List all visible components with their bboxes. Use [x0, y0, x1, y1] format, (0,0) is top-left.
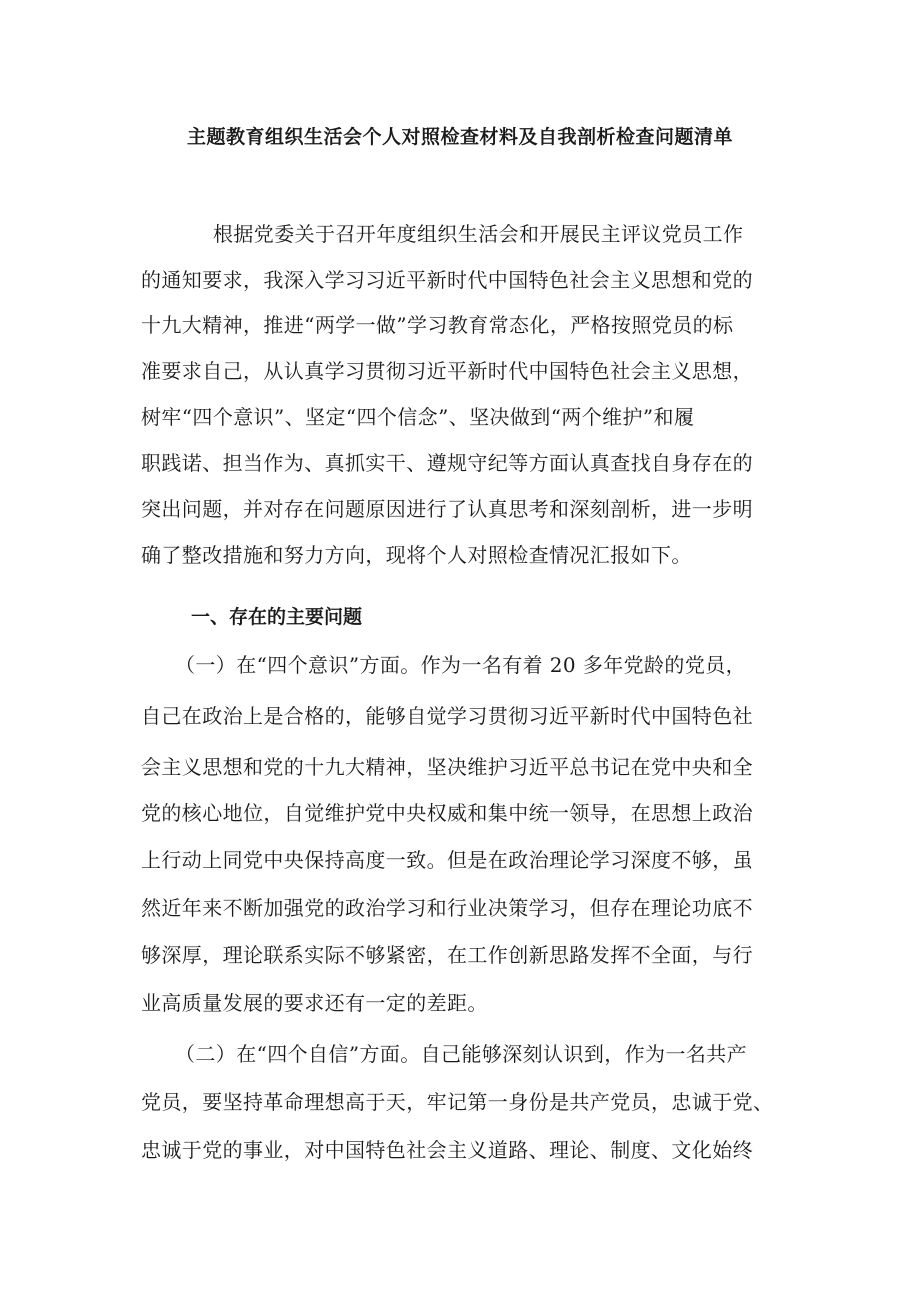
- intro-line: 职践诺、担当作为、真抓实干、遵规守纪等方面认真查找自身存在的: [141, 451, 753, 475]
- item1-line: 业高质量发展的要求还有一定的差距。: [141, 991, 488, 1015]
- item2-line: 忠诚于党的事业，对中国特色社会主义道路、理论、制度、文化始终: [141, 1138, 753, 1162]
- intro-line: 突出问题，并对存在问题原因进行了认真思考和深刻剖析，进一步明: [141, 497, 753, 521]
- item1-line: 党的核心地位，自觉维护党中央权威和集中统一领导，在思想上政治: [141, 801, 753, 825]
- item2-line: （二）在“四个自信”方面。自己能够深刻认识到，作为一名共产: [175, 1042, 748, 1066]
- intro-line: 根据党委关于召开年度组织生活会和开展民主评议党员工作: [213, 222, 744, 246]
- document-title: 主题教育组织生活会个人对照检查材料及自我剖析检查问题清单: [186, 126, 733, 148]
- intro-line: 树牢“四个意识”、坚定“四个信念”、坚决做到“两个维护”和履: [141, 405, 695, 429]
- item1-line: 上行动上同党中央保持高度一致。但是在政治理论学习深度不够，虽: [141, 848, 753, 872]
- section-heading: 一、存在的主要问题: [191, 606, 363, 628]
- intro-line: 确了整改措施和努力方向，现将个人对照检查情况汇报如下。: [141, 543, 692, 567]
- item1-line: 够深厚，理论联系实际不够紧密，在工作创新思路发挥不全面，与行: [141, 943, 753, 967]
- item1-line: 自己在政治上是合格的，能够自觉学习贯彻习近平新时代中国特色社: [141, 704, 753, 728]
- intro-line: 十九大精神，推进“两学一做”学习教育常态化，严格按照党员的标: [141, 313, 734, 337]
- item1-line: 然近年来不断加强党的政治学习和行业决策学习，但存在理论功底不: [141, 896, 753, 920]
- intro-line: 准要求自己，从认真学习贯彻习近平新时代中国特色社会主义思想，: [141, 359, 753, 383]
- item1-line: （一）在“四个意识”方面。作为一名有着 20 多年党龄的党员，: [175, 653, 747, 677]
- item1-line: 会主义思想和党的十九大精神，坚决维护习近平总书记在党中央和全: [141, 755, 753, 779]
- item2-line: 党员，要坚持革命理想高于天，牢记第一身份是共产党员，忠诚于党、: [141, 1090, 774, 1114]
- intro-line: 的通知要求，我深入学习习近平新时代中国特色社会主义思想和党的: [141, 268, 753, 292]
